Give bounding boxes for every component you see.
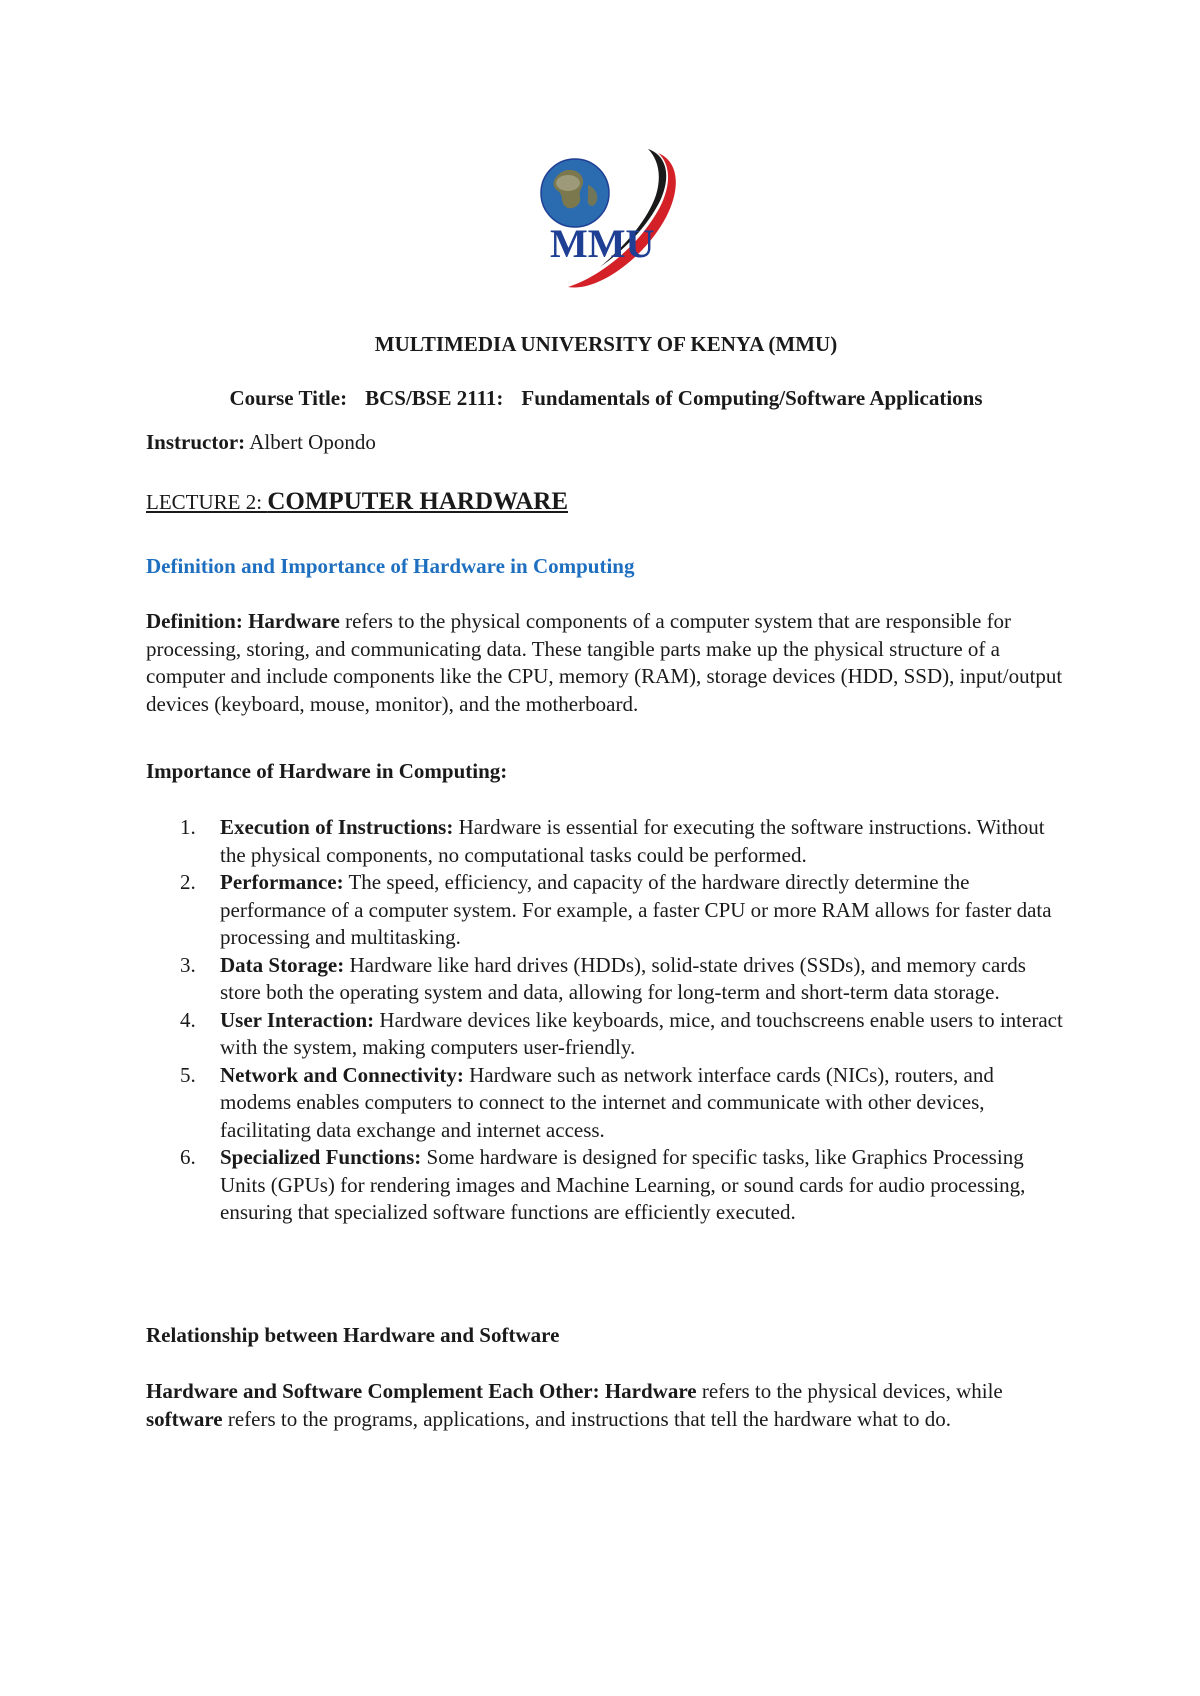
- list-item: [146, 1007, 1066, 1062]
- list-item-number: 4.: [180, 1007, 196, 1032]
- relationship-heading: Relationship between Hardware and Software: [146, 1323, 560, 1347]
- complement-paragraph: [146, 1378, 1066, 1433]
- list-item: [146, 869, 1066, 952]
- definition-paragraph: [146, 608, 1066, 718]
- definition-label: Definition:: [146, 609, 243, 633]
- complement-text-1: refers to the physical devices, while: [701, 1379, 1003, 1403]
- list-item-text: Hardware like hard drives (HDDs), solid-state drives (SSDs), and memory cards store both the operating system and data, allowing for long-term and short-term data storage.: [220, 952, 1026, 1004]
- course-title-line: [146, 384, 1066, 412]
- list-item-number: 5.: [180, 1062, 196, 1087]
- list-item-title: Network and Connectivity:: [220, 1062, 464, 1087]
- list-item-number: 6.: [180, 1145, 196, 1169]
- logo-letters: MMU: [550, 221, 655, 266]
- list-item: [146, 952, 1066, 1007]
- importance-heading: Importance of Hardware in Computing:: [146, 759, 508, 783]
- list-item-title: Execution of Instructions:: [220, 815, 454, 839]
- list-item-text: Hardware is essential for executing the software instructions. Without the physical components, no computational tasks could be performed.: [220, 815, 1045, 867]
- list-item-number: 2.: [180, 870, 196, 894]
- instructor-line: [146, 428, 376, 456]
- lecture-prefix: LECTURE 2:: [146, 490, 268, 514]
- list-item-text: Hardware such as network interface cards (NICs), routers, and modems enables computers to connect to the internet and communicate with other devices, facilitating data exchange and internet access.: [220, 1062, 994, 1142]
- list-item-number: 3.: [180, 952, 196, 977]
- course-title-label: Course Title:: [229, 386, 348, 410]
- list-item-number: 1.: [180, 815, 196, 839]
- instructor-name: Albert Opondo: [249, 430, 376, 454]
- list-item-title: Performance:: [220, 870, 344, 894]
- hardware-term: Hardware: [604, 1379, 697, 1403]
- list-item: [146, 814, 1066, 869]
- definition-text: refers to the physical components of a computer system that are responsible for processing, storing, and communicating data. These tangible parts make up the physical structure of a computer and include components like the CPU, memory (RAM), storage devices (HDD, SSD), input/output devices (keyboard, mouse, monitor), and the motherboard.: [146, 609, 1063, 716]
- lecture-heading: [146, 488, 568, 516]
- university-title: MULTIMEDIA UNIVERSITY OF KENYA (MMU): [374, 332, 838, 356]
- list-item-title: Specialized Functions:: [220, 1145, 422, 1169]
- instructor-label: Instructor:: [146, 430, 246, 454]
- list-item-title: User Interaction:: [220, 1007, 375, 1032]
- mmu-logo: [530, 145, 685, 295]
- list-item-text: Hardware devices like keyboards, mice, and touchscreens enable users to interact with the system, making computers user-friendly.: [220, 1007, 1063, 1059]
- lecture-title: COMPUTER HARDWARE: [267, 488, 569, 515]
- list-item-text: Some hardware is designed for specific tasks, like Graphics Processing Units (GPUs) for rendering images and Machine Learning, or sound cards for audio processing, ensuring that specialized software functions are efficiently executed.: [220, 1145, 1026, 1224]
- importance-list: [146, 814, 1066, 1227]
- list-item-text: The speed, efficiency, and capacity of the hardware directly determine the performance of a computer system. For example, a faster CPU or more RAM allows for faster data processing and multitasking.: [220, 870, 1052, 949]
- complement-text-2: refers to the programs, applications, and instructions that tell the hardware what to do.: [227, 1406, 951, 1431]
- definition-term: Hardware: [248, 609, 340, 633]
- list-item-title: Data Storage:: [220, 952, 345, 977]
- course-name: Fundamentals of Computing/Software Applications: [521, 386, 983, 410]
- list-item: [146, 1144, 1066, 1227]
- complement-label: Hardware and Software Complement Each Other:: [146, 1379, 600, 1403]
- list-item: [146, 1062, 1066, 1145]
- section-heading: Definition and Importance of Hardware in Computing: [146, 554, 635, 578]
- course-code: BCS/BSE 2111:: [365, 386, 504, 410]
- mmu-logo-graphic: [530, 145, 685, 295]
- software-term: software: [146, 1406, 223, 1431]
